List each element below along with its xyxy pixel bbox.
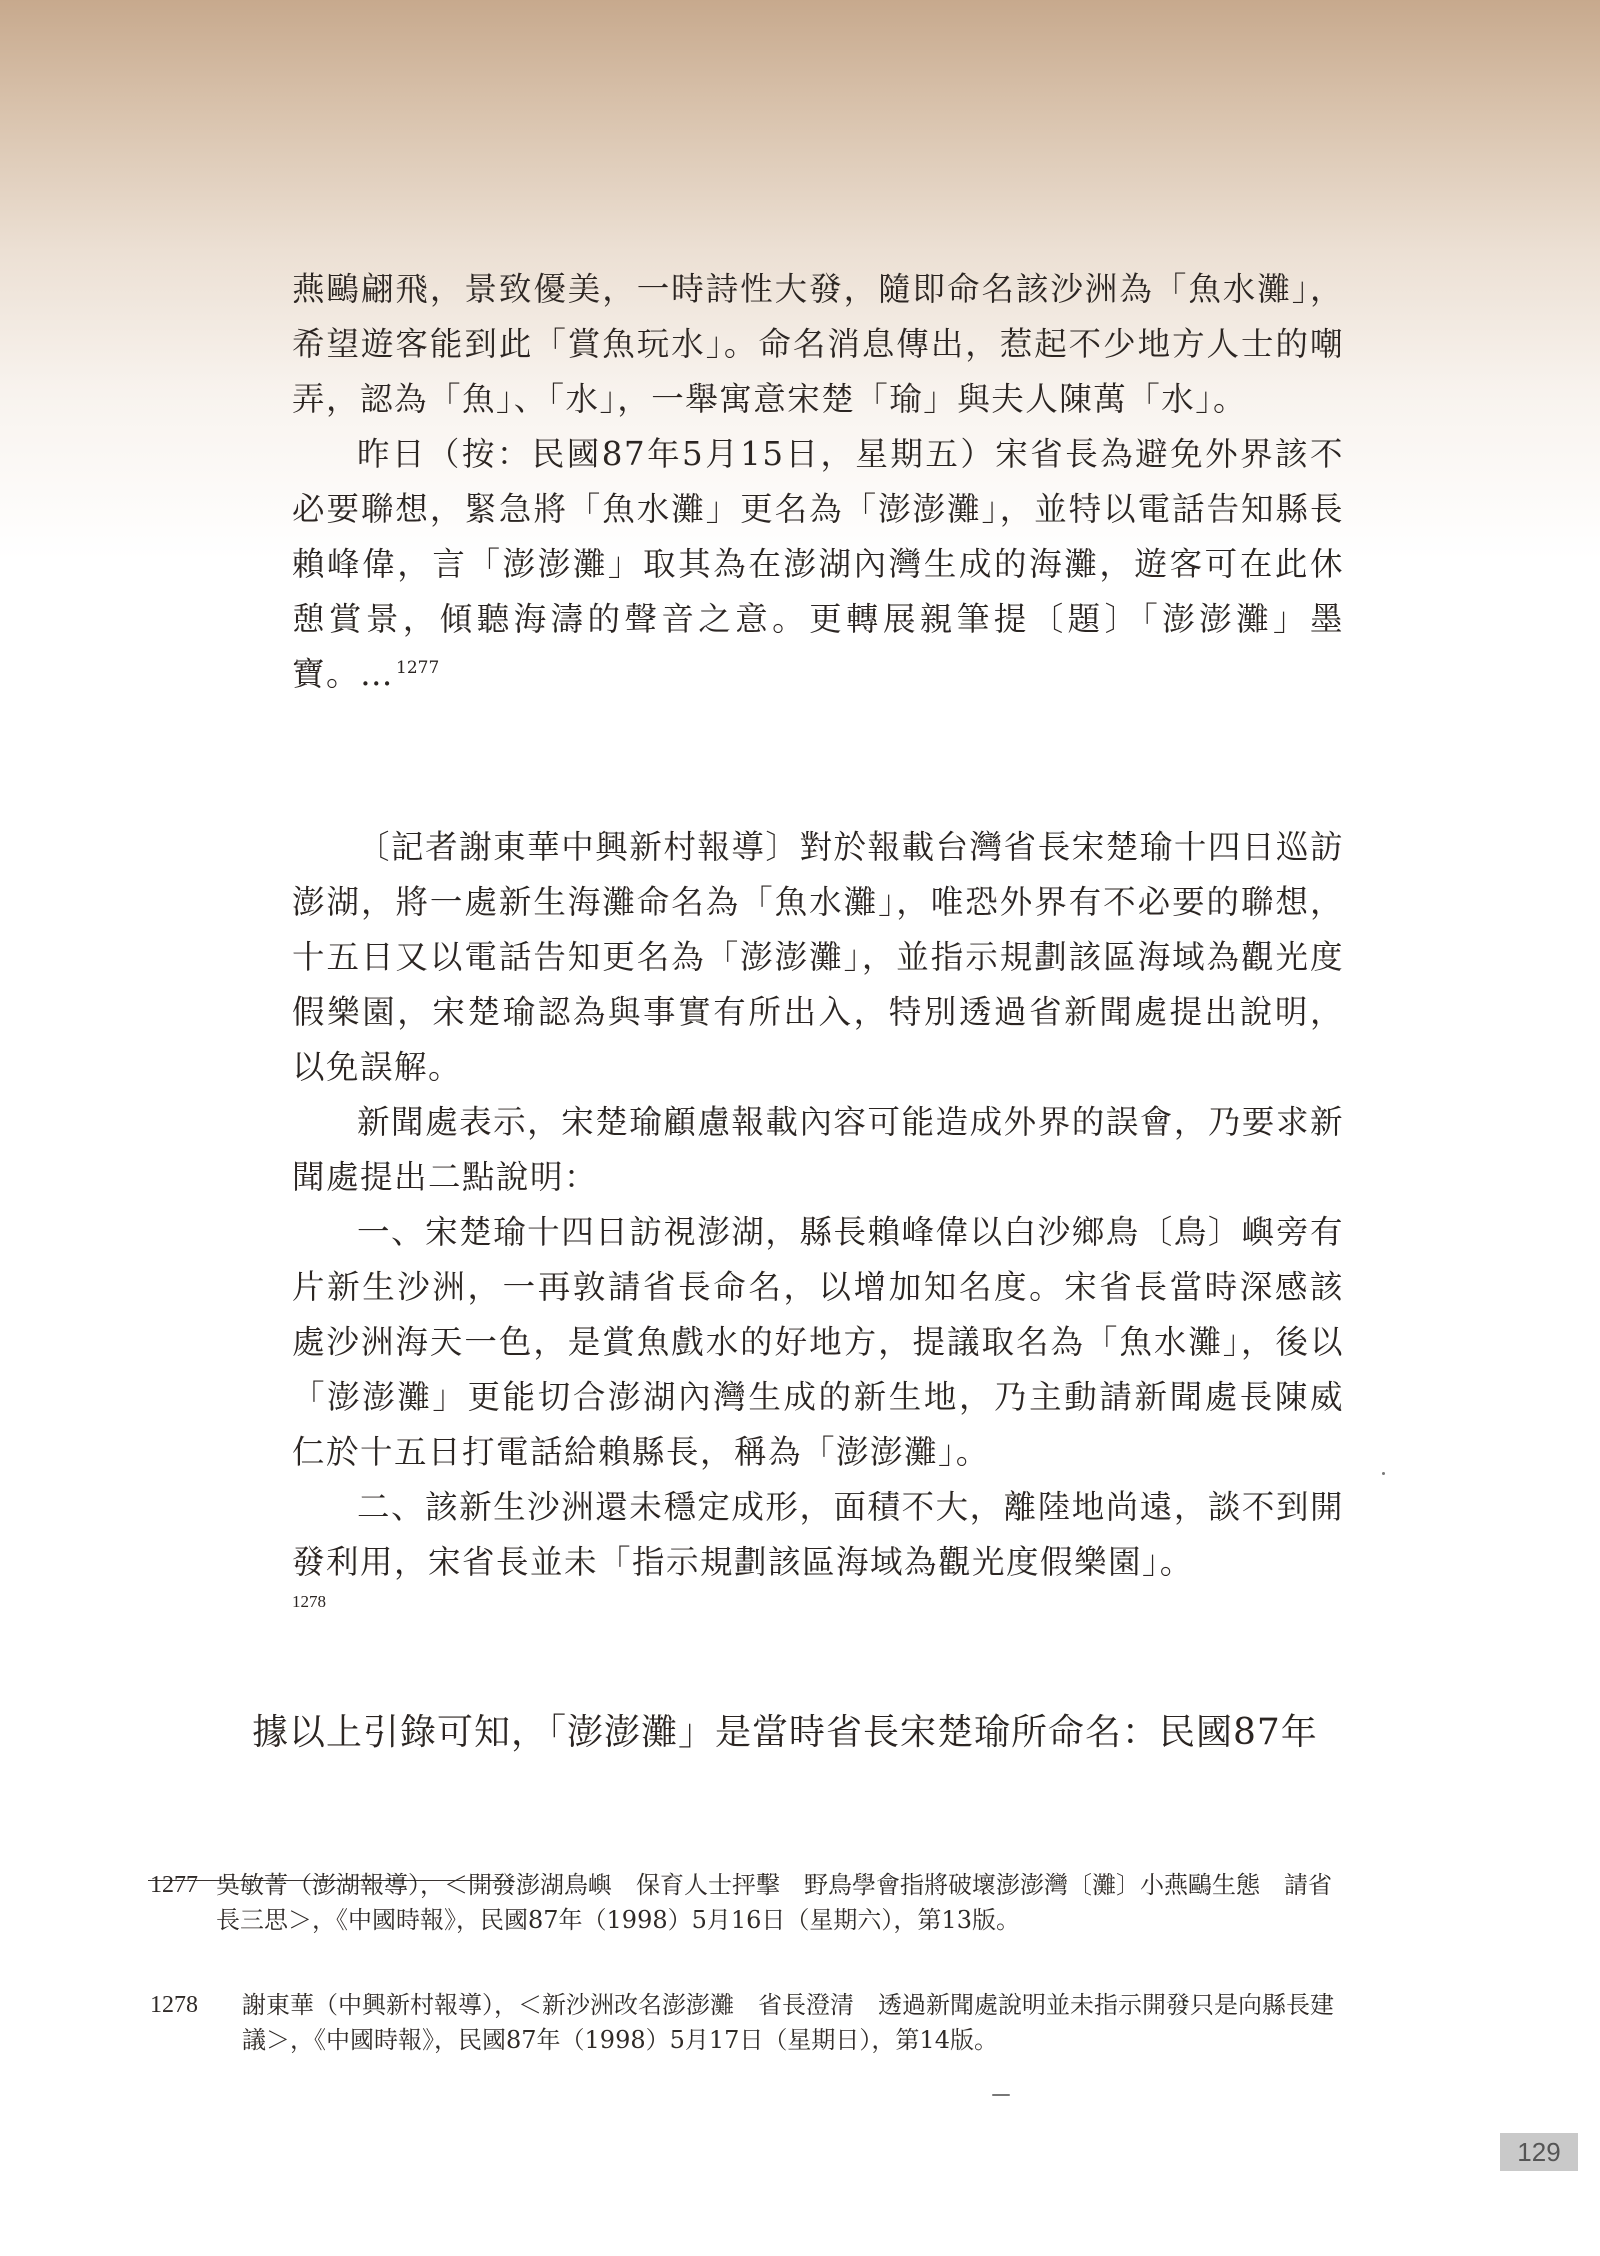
quote-2-paragraph-1: 〔記者謝東華中興新村報導〕對於報載台灣省長宋楚瑜十四日巡訪澎湖，將一處新生海灘命名為「魚水灘」，唯恐外界有不必要的聯想，十五日又以電話告知更名為「澎澎灘」，並指示規劃該區海域為觀光度假樂園，宋楚瑜認為與事實有所出入，特別透過省新聞處提出說明，以免誤解。 — [292, 828, 1344, 1086]
footnote-1278 — [150, 1988, 1350, 2058]
footnote-1277 — [150, 1868, 1350, 1938]
scan-speck — [1382, 1472, 1385, 1475]
quote-2-paragraph-4: 二、該新生沙洲還未穩定成形，面積不大，離陸地尚遠，談不到開發利用，宋省長並未「指示規劃該區海域為觀光度假樂園」。 — [292, 1488, 1344, 1581]
quote-1-paragraph-2-text: 昨日（按：民國87年5月15日，星期五）宋省長為避免外界該不必要聯想，緊急將「魚水灘」更名為「澎澎灘」，並特以電話告知縣長賴峰偉，言「澎澎灘」取其為在澎湖內灣生成的海灘，遊客可在此休憩賞景，傾聽海濤的聲音之意。更轉展親筆提〔題〕「澎澎灘」墨寶。… — [292, 435, 1344, 693]
page-number: 129 — [1500, 2133, 1578, 2171]
footnote-ref-1277[interactable]: 1277 — [396, 658, 440, 679]
footnote-text: 吳敏菁（澎湖報導），＜開發澎湖鳥嶼 保育人士抨擊 野鳥學會指將破壞澎澎灣〔灘〕小燕鷗生態 請省長三思＞，《中國時報》，民國87年（1998）5月16日（星期六），第13版。 — [216, 1871, 1332, 1934]
quote-1-paragraph-2 — [292, 427, 1344, 702]
quote-2-paragraph-3: 一、宋楚瑜十四日訪視澎湖，縣長賴峰偉以白沙鄉鳥〔鳥〕嶼旁有片新生沙洲，一再敦請省長命名，以增加知名度。宋省長當時深感該處沙洲海天一色，是賞魚戲水的好地方，提議取名為「魚水灘」，後以「澎澎灘」更能切合澎湖內灣生成的新生地，乃主動請新聞處長陳威仁於十五日打電話給賴縣長，稱為「澎澎灘」。 — [292, 1213, 1344, 1471]
quote-2-paragraph-2: 新聞處表示，宋楚瑜顧慮報載內容可能造成外界的誤會，乃要求新聞處提出二點說明： — [292, 1103, 1344, 1196]
quotation-block-2 — [292, 820, 1344, 1614]
quote-1-paragraph-1: 燕鷗翩飛，景致優美，一時詩性大發，隨即命名該沙洲為「魚水灘」，希望遊客能到此「賞魚玩水」。命名消息傳出，惹起不少地方人士的嘲弄，認為「魚」、「水」，一舉寓意宋楚「瑜」與夫人陳萬「水」。 — [292, 270, 1344, 418]
footnote-number: 1277 — [150, 1872, 198, 1898]
footnote-text: 謝東華（中興新村報導），＜新沙洲改名澎澎灘 省長澄清 透過新聞處說明並未指示開發只是向縣長建議＞，《中國時報》，民國87年（1998）5月17日（星期日），第14版。 — [242, 1991, 1334, 2054]
footnote-number: 1278 — [150, 1992, 198, 2018]
footnote-ref-1278[interactable]: 1278 — [292, 1592, 326, 1611]
scan-speck — [992, 2094, 1010, 2096]
quotation-block-1 — [292, 262, 1344, 702]
body-paragraph: 據以上引錄可知，「澎澎灘」是當時省長宋楚瑜所命名：民國87年 — [252, 1712, 1318, 1753]
